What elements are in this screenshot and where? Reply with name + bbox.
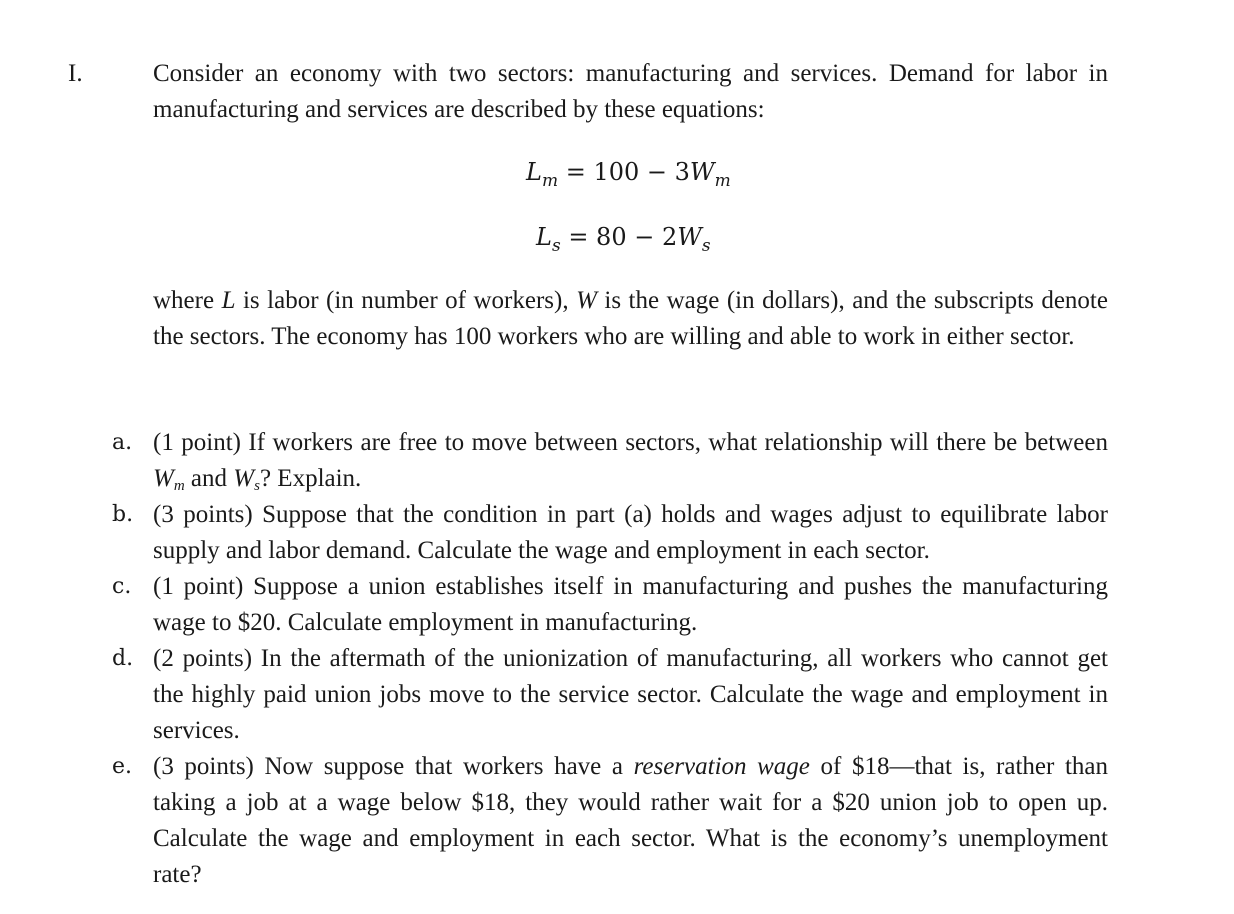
part-c (100, 569, 1108, 641)
var-sub: m (173, 478, 185, 494)
eq-rhs-sub: s (701, 236, 711, 256)
text-run: (3 points) Now suppose that workers have a (153, 753, 634, 780)
var-letter: W (153, 465, 174, 492)
question-intro: Consider an economy with two sectors: manufacturing and services. Demand for labor in manufacturing and services are described by these equations: (153, 60, 1108, 123)
text-run: is the wage (in dollars), and the subscripts denote the sectors. The economy has 100 workers who are willing and able to work in either sector. (153, 287, 1108, 350)
var-Ws (233, 465, 260, 492)
part-label: d. (112, 646, 134, 671)
text-run: ? Explain. (259, 465, 362, 492)
var-L: L (221, 287, 236, 314)
var-Wm (153, 465, 185, 492)
eq-lhs-sub: m (541, 171, 559, 191)
equation-manufacturing (526, 157, 731, 191)
eq-lhs-var: L (526, 158, 542, 186)
equation-services (536, 222, 711, 256)
eq-rhs-const: = 80 − 2 (568, 223, 678, 251)
text-run: is labor (in number of workers), (235, 287, 577, 314)
part-text: (3 points) Suppose that the condition in part (a) holds and wages adjust to equilibrate labor supply and labor demand. Calculate the wage and employment in each sector. (153, 501, 1108, 564)
var-letter: W (233, 465, 255, 492)
part-a (100, 425, 1108, 497)
part-label: e. (112, 754, 133, 779)
part-d (100, 641, 1108, 749)
eq-rhs-var: W (677, 223, 702, 251)
eq-lhs-sub: s (551, 236, 561, 256)
eq-rhs-sub: m (714, 171, 731, 191)
variable-definitions (153, 283, 1108, 355)
part-text: (2 points) In the aftermath of the unionization of manufacturing, all workers who cannot get the highly paid union jobs move to the service sector. Calculate the wage and employment in services. (153, 645, 1108, 744)
part-label: c. (112, 574, 132, 599)
part-label: b. (112, 502, 134, 527)
text-run: (1 point) If workers are free to move between sectors, what relationship will there be between (153, 429, 1108, 456)
var-sub: s (254, 478, 260, 494)
text-run: where (153, 287, 222, 314)
term-reservation-wage: reservation wage (633, 753, 810, 780)
var-W: W (576, 287, 597, 314)
text-run: and (184, 465, 234, 492)
question-number: I. (68, 60, 83, 87)
eq-lhs-var: L (536, 223, 552, 251)
part-text: (1 point) Suppose a union establishes itself in manufacturing and pushes the manufacturing wage to $20. Calculate employment in manufacturing. (153, 573, 1108, 636)
part-b (100, 497, 1108, 569)
eq-rhs-const: = 100 − 3 (565, 158, 690, 186)
eq-rhs-var: W (689, 158, 715, 186)
text-run: of $18—that is, rather than taking a job at a wage below $18, they would rather wait for a $20 union job to open up. Calculate the wage and employment in each sector. What is the economy’s unemployment rate? (153, 753, 1108, 888)
part-label: a. (112, 430, 133, 455)
part-e (100, 749, 1108, 893)
question-parts-list (100, 425, 1108, 893)
